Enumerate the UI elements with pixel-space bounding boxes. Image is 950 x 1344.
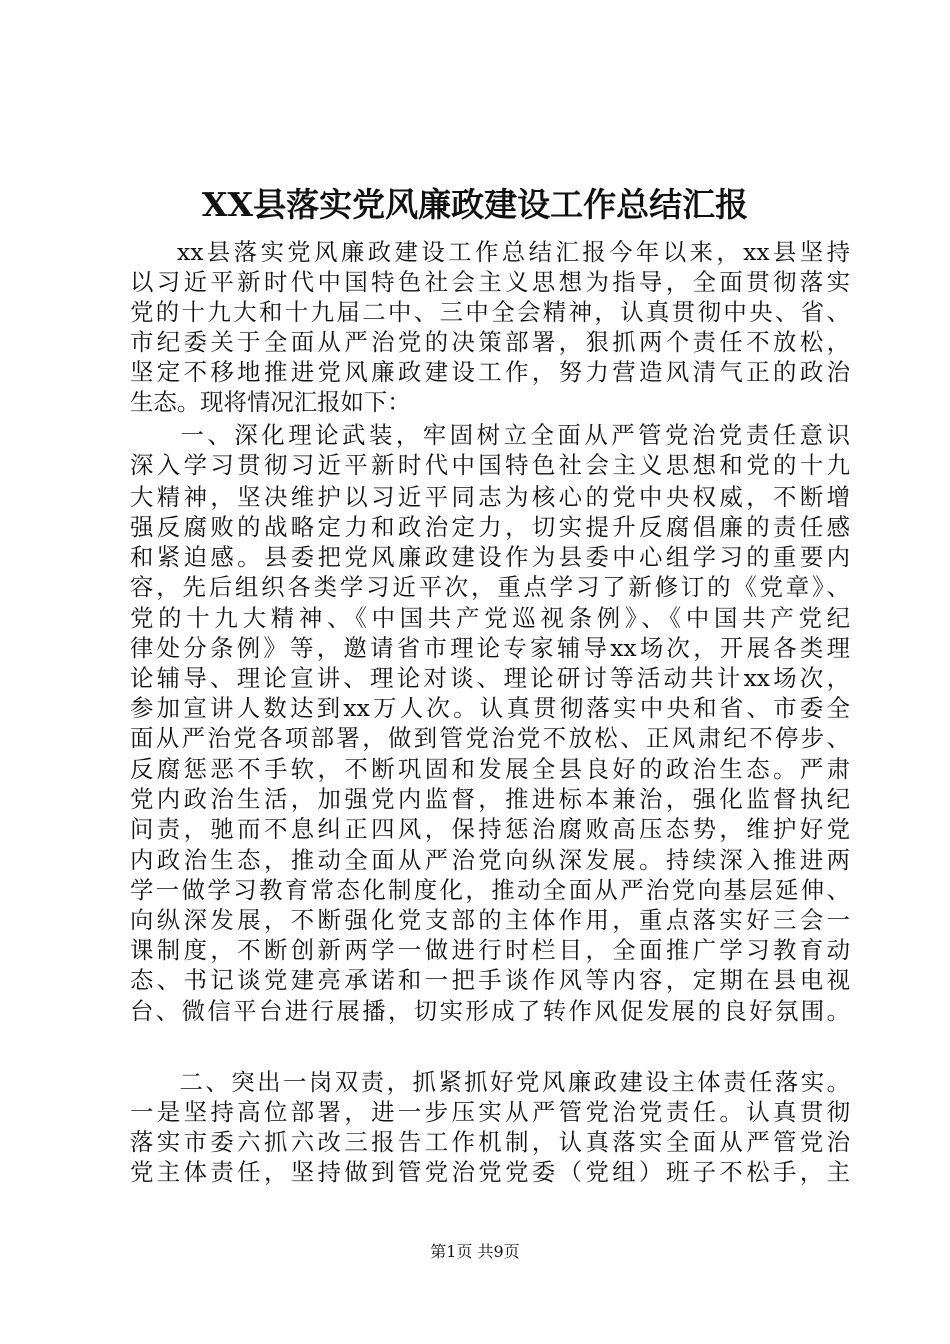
paragraph-2-line-6: 容，先后组织各类学习近平次，重点学习了新修订的《党章》、 (130, 573, 850, 601)
paragraph-2-line-2: 深入学习贯彻习近平新时代中国特色社会主义思想和党的十九 (130, 451, 850, 479)
paragraph-2-line-8: 律处分条例》等，邀请省市理论专家辅导xx场次，开展各类理 (130, 634, 850, 662)
paragraph-2-line-17: 向纵深发展，不断强化党支部的主体作用，重点落实好三会一 (130, 906, 850, 934)
paragraph-1-line-6: 生态。现将情况汇报如下： (130, 388, 411, 416)
paragraph-1-line-2: 以习近平新时代中国特色社会主义思想为指导，全面贯彻落实 (130, 268, 850, 296)
paragraph-2-line-14: 问责，驰而不息纠正四风，保持惩治腐败高压态势，维护好党 (130, 815, 850, 843)
paragraph-3-line-4: 党主体责任，坚持做到管党治党党委（党组）班子不松手，主 (130, 1158, 850, 1186)
paragraph-1-line-4: 市纪委关于全面从严治党的决策部署，狠抓两个责任不放松， (130, 328, 850, 356)
paragraph-1-line-1: xx县落实党风廉政建设工作总结汇报今年以来，xx县坚持 (177, 238, 850, 266)
paragraph-2-line-12: 反腐惩恶不手软，不断巩固和发展全县良好的政治生态。严肃 (130, 755, 850, 783)
paragraph-2-line-18: 课制度，不断创新两学一做进行时栏目，全面推广学习教育动 (130, 936, 850, 964)
paragraph-2-line-16: 学一做学习教育常态化制度化，推动全面从严治党向基层延伸、 (130, 876, 850, 904)
paragraph-2-line-11: 面从严治党各项部署，做到管党治党不放松、正风肃纪不停步、 (130, 724, 850, 752)
paragraph-2-line-10: 参加宣讲人数达到xx万人次。认真贯彻落实中央和省、市委全 (130, 694, 850, 722)
paragraph-2-line-9: 论辅导、理论宣讲、理论对谈、理论研讨等活动共计xx场次， (130, 664, 850, 692)
paragraph-1-line-5: 坚定不移地推进党风廉政建设工作，努力营造风清气正的政治 (130, 358, 850, 386)
paragraph-2-line-5: 和紧迫感。县委把党风廉政建设作为县委中心组学习的重要内 (130, 543, 850, 571)
paragraph-2-line-4: 强反腐败的战略定力和政治定力，切实提升反腐倡廉的责任感 (130, 513, 850, 541)
paragraph-2-line-7: 党的十九大精神、《中国共产党巡视条例》、《中国共产党纪 (130, 604, 850, 632)
paragraph-3-line-3: 落实市委六抓六改三报告工作机制，认真落实全面从严管党治 (130, 1128, 850, 1156)
paragraph-2-line-13: 党内政治生活，加强党内监督，推进标本兼治，强化监督执纪 (130, 785, 850, 813)
paragraph-2-line-15: 内政治生态，推动全面从严治党向纵深发展。持续深入推进两 (130, 846, 850, 874)
document-title: XX县落实党风廉政建设工作总结汇报 (201, 185, 749, 224)
paragraph-2-line-1: 一、深化理论武装，牢固树立全面从严管党治党责任意识 (177, 421, 850, 449)
paragraph-1-line-3: 党的十九大和十九届二中、三中全会精神，认真贯彻中央、省、 (130, 298, 850, 326)
paragraph-2-line-20: 台、微信平台进行展播，切实形成了转作风促发展的良好氛围。 (130, 997, 850, 1025)
page-number-footer: 第1页 共9页 (430, 1242, 520, 1261)
paragraph-2-line-3: 大精神，坚决维护以习近平同志为核心的党中央权威，不断增 (130, 483, 850, 511)
paragraph-3-line-1: 二、突出一岗双责，抓紧抓好党风廉政建设主体责任落实。 (177, 1068, 850, 1096)
paragraph-2-line-19: 态、书记谈党建亮承诺和一把手谈作风等内容，定期在县电视 (130, 966, 850, 994)
paragraph-3-line-2: 一是坚持高位部署，进一步压实从严管党治党责任。认真贯彻 (130, 1098, 850, 1126)
